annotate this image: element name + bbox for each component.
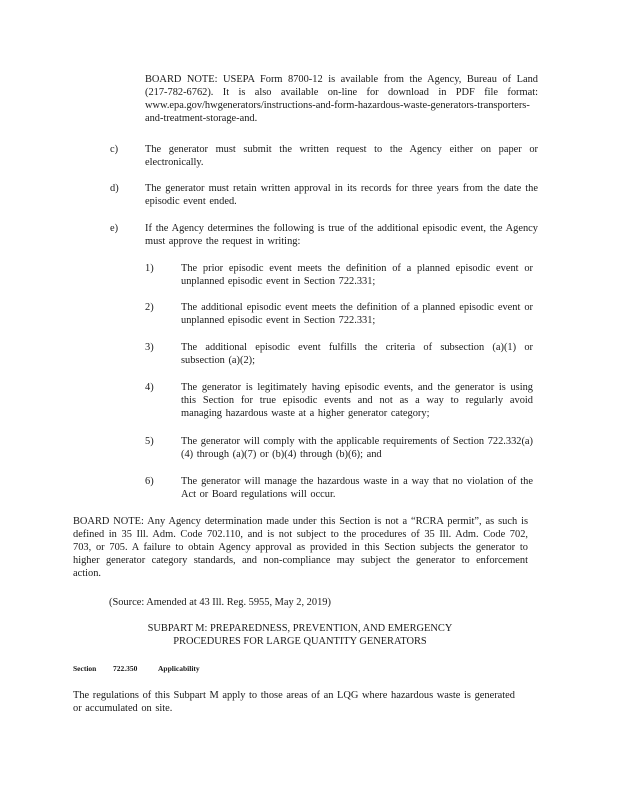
subitem-6-text: The generator will manage the hazardous waste in a way that no violation of the Act or Board regulations will occur. bbox=[181, 476, 533, 500]
subitem-2-text: The additional episodic event meets the definition of a planned episodic event or unplanned episodic event in Section 722.331; bbox=[181, 302, 533, 326]
subitem-5-text: The generator will comply with the applicable requirements of Section 722.332(a)(4) through (a)(7) or (b)(4) through (b)(6); and bbox=[181, 436, 533, 460]
subitem-4-label: 4) bbox=[145, 382, 154, 393]
item-c-label: c) bbox=[110, 144, 119, 155]
subitem-1-text: The prior episodic event meets the definition of a planned episodic event or unplanned episodic event in Section 722.331; bbox=[181, 263, 533, 287]
board-note-bottom: BOARD NOTE: Any Agency determination made under this Section is not a “RCRA permit”, as such is defined in 35 Ill. Adm. Code 702.110, and is not subject to the procedures of 35 Ill. Adm. Code 702, 703, or 705. A failure to obtain Agency approval as provided in this Section subjects the generator to higher generator category standards, and non-compliance may subject the generator to enforcement action. bbox=[73, 516, 528, 579]
subitem-5-label: 5) bbox=[145, 436, 154, 447]
subitem-1-label: 1) bbox=[145, 263, 154, 274]
subitem-6-label: 6) bbox=[145, 476, 154, 487]
subpart-heading-line1: SUBPART M: PREPAREDNESS, PREVENTION, AND EMERGENCY bbox=[147, 623, 453, 634]
item-d-label: d) bbox=[110, 183, 119, 194]
item-c-text: The generator must submit the written request to the Agency either on paper or electronically. bbox=[145, 144, 538, 168]
board-note-top: BOARD NOTE: USEPA Form 8700-12 is available from the Agency, Bureau of Land (217-782-6762). It is also available on-line for download in PDF file format: www.epa.gov/hwgenerators/instructions-and-form-hazardous-waste-generators-transporters-and-treatment-storage-and. bbox=[145, 74, 538, 124]
section-title: Applicability bbox=[158, 664, 200, 673]
subitem-3-label: 3) bbox=[145, 342, 154, 353]
item-e-label: e) bbox=[110, 223, 119, 234]
source-note: (Source: Amended at 43 Ill. Reg. 5955, May 2, 2019) bbox=[109, 597, 331, 608]
item-d-text: The generator must retain written approval in its records for three years from the date the episodic event ended. bbox=[145, 183, 538, 207]
subitem-2-label: 2) bbox=[145, 302, 154, 313]
section-number: 722.350 bbox=[113, 664, 138, 673]
item-e-text: If the Agency determines the following is true of the additional episodic event, the Agency must approve the request in writing: bbox=[145, 223, 538, 247]
applicability-text: The regulations of this Subpart M apply to those areas of an LQG where hazardous waste is generated or accumulated on site. bbox=[73, 690, 515, 714]
section-label: Section bbox=[73, 664, 97, 673]
subpart-heading-line2: PROCEDURES FOR LARGE QUANTITY GENERATORS bbox=[173, 636, 427, 647]
subitem-3-text: The additional episodic event fulfills the criteria of subsection (a)(1) or subsection (a)(2); bbox=[181, 342, 533, 366]
subitem-4-text: The generator is legitimately having episodic events, and the generator is using this Section for true episodic events and not as a way to regularly avoid managing hazardous waste at a higher generator category; bbox=[181, 382, 533, 419]
